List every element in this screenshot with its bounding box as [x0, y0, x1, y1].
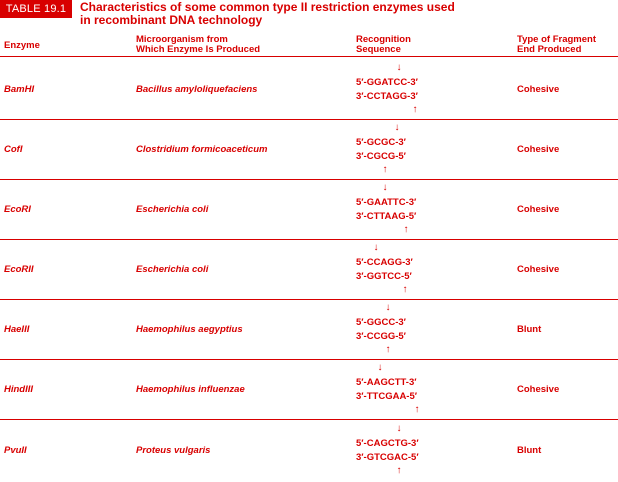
enzyme-header-label: Enzyme	[4, 40, 40, 51]
sequence-header-line-2: Sequence	[356, 44, 401, 55]
recognition-sequence	[356, 359, 456, 419]
cut-top-arrow-icon: ↓	[377, 362, 383, 373]
top-strand-sequence: 5′-AAGCTT-3′	[356, 377, 417, 388]
sequence-column-header	[356, 35, 456, 55]
fragment-end-type: Cohesive	[517, 263, 560, 275]
enzyme-name: PvuII	[4, 444, 27, 456]
cut-bottom-arrow-icon: ↑	[396, 465, 402, 476]
table-row	[0, 420, 618, 480]
enzyme-name: EcoRI	[4, 203, 31, 215]
caption-line-1: Characteristics of some common type II restriction enzymes used	[80, 0, 455, 14]
recognition-sequence	[356, 179, 456, 239]
table-header	[0, 0, 618, 36]
organism-name: Haemophilus aegyptius	[136, 323, 243, 335]
recognition-sequence	[356, 119, 456, 179]
enzyme-name: EcoRII	[4, 263, 34, 275]
fragment-header-line-2: End Produced	[517, 44, 582, 55]
fragment-header-line-1: Type of Fragment	[517, 34, 596, 45]
organism-name: Escherichia coli	[136, 263, 209, 275]
bottom-strand-sequence: 3′-CTTAAG-5′	[356, 211, 417, 222]
cut-bottom-arrow-icon: ↑	[414, 404, 420, 415]
enzyme-name: CofI	[4, 143, 23, 155]
top-strand-sequence: 5′-GCGC-3′	[356, 137, 406, 148]
organism-name: Escherichia coli	[136, 203, 209, 215]
top-strand-sequence: 5′-GGATCC-3′	[356, 77, 418, 88]
table-row	[0, 119, 618, 179]
table-caption	[80, 1, 550, 27]
fragment-end-type: Cohesive	[517, 383, 560, 395]
organism-name: Bacillus amyloliquefaciens	[136, 83, 258, 95]
bottom-strand-sequence: 3′-GGTCC-5′	[356, 271, 412, 282]
recognition-sequence	[356, 420, 456, 480]
table-row	[0, 299, 618, 359]
cut-bottom-arrow-icon: ↑	[382, 164, 388, 175]
organism-name: Haemophilus influenzae	[136, 383, 245, 395]
fragment-end-type: Cohesive	[517, 143, 560, 155]
bottom-strand-sequence: 3′-CCTAGG-3′	[356, 91, 418, 102]
table-row	[0, 179, 618, 239]
cut-bottom-arrow-icon: ↑	[402, 284, 408, 295]
table-row	[0, 359, 618, 419]
enzyme-name: BamHI	[4, 83, 35, 95]
cut-top-arrow-icon: ↓	[382, 182, 388, 193]
cut-bottom-arrow-icon: ↑	[403, 224, 409, 235]
organism-header-line-2: Which Enzyme Is Produced	[136, 44, 261, 55]
cut-top-arrow-icon: ↓	[373, 242, 379, 253]
top-strand-sequence: 5′-GAATTC-3′	[356, 197, 417, 208]
caption-line-2: in recombinant DNA technology	[80, 13, 263, 27]
cut-top-arrow-icon: ↓	[396, 423, 402, 434]
cut-bottom-arrow-icon: ↑	[412, 104, 418, 115]
bottom-strand-sequence: 3′-CCGG-5′	[356, 331, 406, 342]
organism-name: Proteus vulgaris	[136, 444, 211, 456]
recognition-sequence	[356, 239, 456, 299]
fragment-column-header	[517, 35, 617, 55]
sequence-header-line-1: Recognition	[356, 34, 411, 45]
organism-name: Clostridium formicoaceticum	[136, 143, 268, 155]
bottom-strand-sequence: 3′-CGCG-5′	[356, 151, 406, 162]
organism-header-line-1: Microorganism from	[136, 34, 228, 45]
cut-top-arrow-icon: ↓	[394, 122, 400, 133]
table-label: TABLE 19.1	[0, 0, 72, 18]
bottom-strand-sequence: 3′-TTCGAA-5′	[356, 391, 418, 402]
recognition-sequence	[356, 59, 456, 119]
table-row	[0, 239, 618, 299]
enzyme-name: HindIII	[4, 383, 34, 395]
organism-column-header	[136, 35, 336, 55]
enzyme-column-header	[4, 41, 114, 51]
cut-top-arrow-icon: ↓	[385, 302, 391, 313]
cut-top-arrow-icon: ↓	[396, 62, 402, 73]
enzyme-name: HaeIII	[4, 323, 30, 335]
recognition-sequence	[356, 299, 456, 359]
table-row	[0, 59, 618, 119]
top-strand-sequence: 5′-GGCC-3′	[356, 317, 406, 328]
top-strand-sequence: 5′-CAGCTG-3′	[356, 438, 419, 449]
fragment-end-type: Cohesive	[517, 83, 560, 95]
fragment-end-type: Blunt	[517, 444, 542, 456]
fragment-end-type: Blunt	[517, 323, 542, 335]
bottom-strand-sequence: 3′-GTCGAC-5′	[356, 452, 419, 463]
fragment-end-type: Cohesive	[517, 203, 560, 215]
header-divider	[0, 56, 618, 57]
top-strand-sequence: 5′-CCAGG-3′	[356, 257, 413, 268]
cut-bottom-arrow-icon: ↑	[385, 344, 391, 355]
